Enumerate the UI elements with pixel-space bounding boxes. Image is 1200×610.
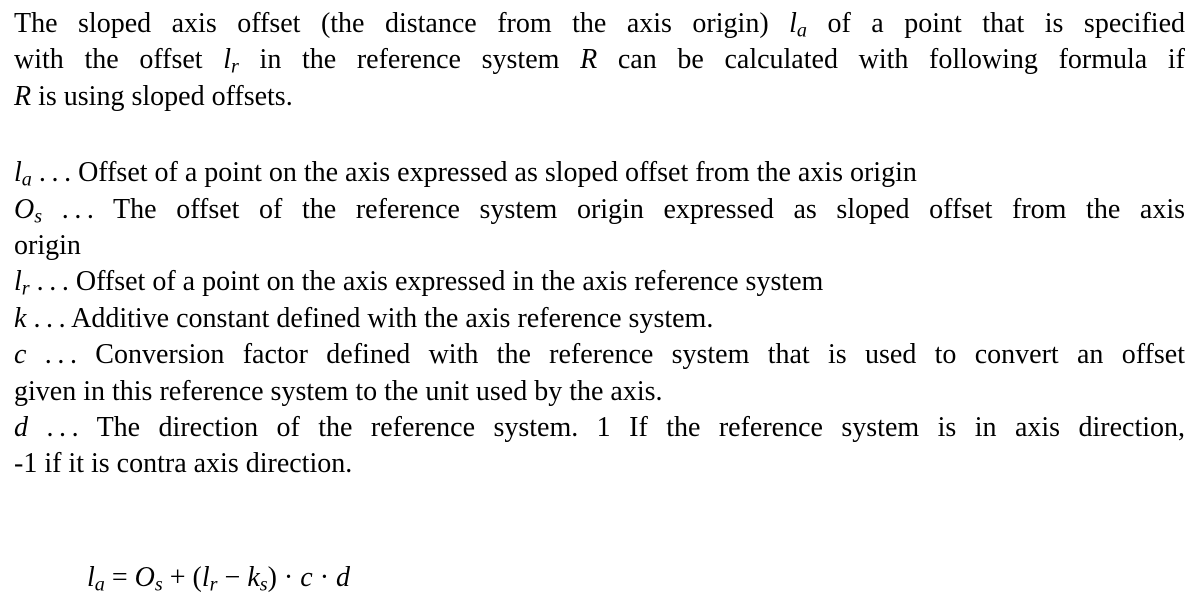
text-run: . . . Offset of a point on the axis expressed as sloped offset from the axis origin <box>31 157 917 189</box>
text-line <box>14 301 1185 337</box>
text-line <box>14 79 1185 115</box>
intro-paragraph <box>14 6 1185 115</box>
formula <box>14 560 1185 596</box>
math-subscript: s <box>34 205 43 228</box>
math-subscript: a <box>796 19 807 42</box>
math-subscript: s <box>154 573 163 596</box>
text-run: given in this reference system to the unit used by the axis. <box>14 375 663 407</box>
math-subscript: a <box>21 168 32 191</box>
math-variable: O <box>14 193 35 225</box>
math-variable: l <box>789 8 797 39</box>
math-variable: l <box>14 157 22 189</box>
text-line <box>14 42 1185 78</box>
math-subscript: a <box>94 573 105 596</box>
text-run: · <box>312 561 337 593</box>
math-variable: d <box>14 412 28 444</box>
text-run: = <box>104 561 135 593</box>
text-line <box>14 374 1185 410</box>
text-run: . . . The offset of the reference system origin expressed as sloped offset from the axis <box>42 193 1185 225</box>
text-run: + ( <box>162 561 202 593</box>
math-variable: l <box>87 561 95 593</box>
text-run: with the offset <box>14 44 224 76</box>
math-variable: R <box>14 80 32 112</box>
math-variable: l <box>223 44 232 76</box>
text-line <box>14 446 1185 482</box>
text-run: -1 if it is contra axis direction. <box>14 448 353 480</box>
text-run: . . . Offset of a point on the axis expressed in the axis reference system <box>29 266 824 298</box>
text-run: . . . Additive constant defined with the axis reference system. <box>26 302 714 334</box>
math-subscript: r <box>21 277 30 300</box>
math-subscript: r <box>209 573 218 596</box>
text-run: of a point that is specified <box>807 8 1185 39</box>
text-run: . . . Conversion factor defined with the reference system that is used to convert an offset <box>26 339 1185 371</box>
text-run: in the reference system <box>238 44 581 76</box>
text-line <box>14 155 1185 191</box>
text-run: can be calculated with following formula if <box>597 44 1185 76</box>
text-run: is using sloped offsets. <box>31 80 293 112</box>
text-line <box>14 337 1185 373</box>
math-variable: c <box>300 561 313 593</box>
text-run: . . . The direction of the reference system. 1 If the reference system is in axis direction, <box>28 412 1185 444</box>
math-variable: k <box>14 302 27 334</box>
text-line <box>14 6 1185 42</box>
math-variable: k <box>247 561 260 593</box>
math-variable: R <box>580 44 598 76</box>
text-run: ) · <box>267 561 301 593</box>
math-variable: l <box>14 266 22 298</box>
text-line <box>87 560 1185 596</box>
math-subscript: r <box>231 55 239 78</box>
text-line <box>14 192 1185 228</box>
text-run: − <box>217 561 248 593</box>
text-run: origin <box>14 230 81 262</box>
math-subscript: s <box>259 573 268 596</box>
math-variable: l <box>201 561 210 593</box>
text-line <box>14 228 1185 264</box>
math-variable: O <box>134 561 155 593</box>
text-run: The sloped axis offset (the distance from the axis origin) <box>14 8 790 39</box>
text-line <box>14 264 1185 300</box>
text-line <box>14 410 1185 446</box>
symbol-definitions-list <box>14 155 1185 483</box>
math-variable: c <box>14 339 27 371</box>
math-variable: d <box>336 561 351 593</box>
